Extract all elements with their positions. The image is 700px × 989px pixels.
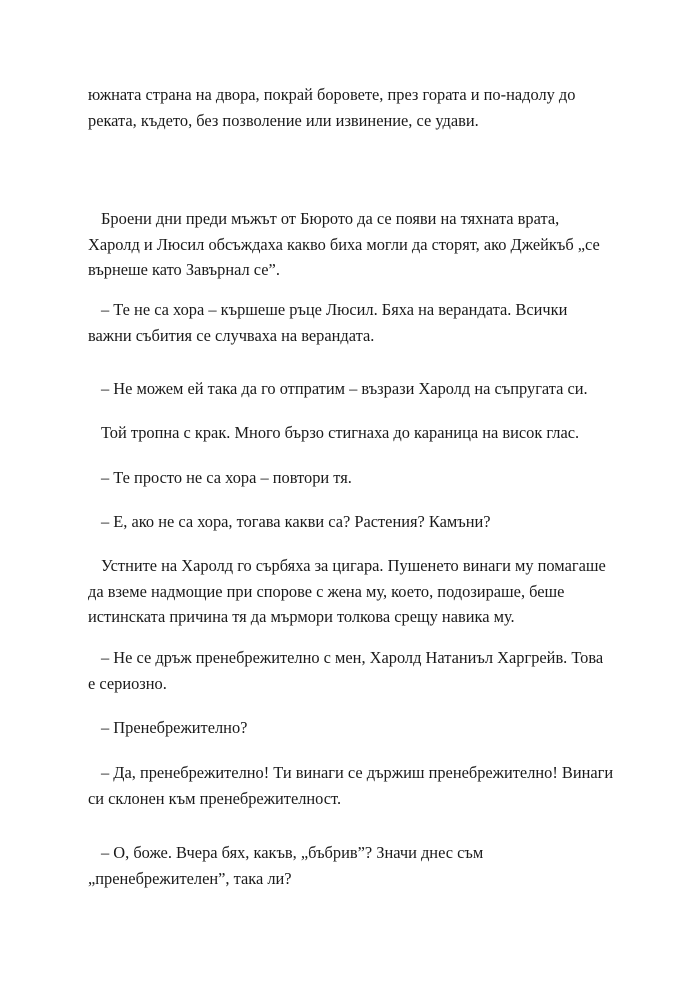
text-line: Харолд и Люсил обсъждаха какво биха могли да сторят, ако Джейкъб „се (88, 234, 600, 254)
text-line: – Да, пренебрежително! Ти винаги се държиш пренебрежително! Винаги (101, 763, 614, 782)
paragraph-11 (88, 760, 628, 811)
text-line: Устните на Харолд го сърбяха за цигара. Пушенето винаги му помагаше (101, 556, 606, 575)
paragraph-10 (88, 715, 628, 741)
text-line: – Не можем ей така да го отпратим – възрази Харолд на съпругата си. (101, 379, 588, 398)
text-line: – Не се дръж пренебрежително с мен, Харолд Натаниъл Харгрейв. Това (101, 648, 604, 667)
paragraph-5 (88, 420, 628, 446)
paragraph-7 (88, 509, 628, 535)
paragraph-6 (88, 465, 628, 491)
text-line: е сериозно. (88, 673, 167, 693)
text-line: Той тропна с крак. Много бързо стигнаха до караница на висок глас. (101, 423, 580, 442)
text-line: – Пренебрежително? (101, 718, 248, 737)
paragraph-9 (88, 645, 628, 696)
text-line: – Те не са хора – кършеше ръце Люсил. Бяха на верандата. Всички (101, 300, 568, 319)
text-line: – Те просто не са хора – повтори тя. (101, 468, 352, 487)
paragraph-3 (88, 297, 628, 348)
text-line: върнеше като Завърнал се”. (88, 260, 280, 279)
paragraph-4 (88, 376, 628, 402)
text-line: важни събития се случваха на верандата. (88, 325, 375, 345)
text-line: южната страна на двора, покрай боровете, през гората и по-надолу до (88, 85, 576, 104)
text-line: „пренебрежителен”, така ли? (88, 868, 292, 888)
paragraph-1 (88, 82, 628, 133)
paragraph-12 (88, 840, 628, 891)
text-line: да вземе надмощие при спорове с жена му, което, подозираше, беше (88, 581, 565, 601)
text-line: си склонен към пренебрежителност. (88, 788, 342, 808)
text-line: – Е, ако не са хора, тогава какви са? Растения? Камъни? (101, 512, 491, 531)
text-line: истинската причина тя да мърмори толкова срещу навика му. (88, 607, 515, 626)
text-line: – О, боже. Вчера бях, какъв, „бъбрив”? Значи днес съм (101, 843, 484, 862)
paragraph-8 (88, 553, 628, 630)
paragraph-2 (88, 206, 628, 283)
text-line: Броени дни преди мъжът от Бюрото да се появи на тяхната врата, (101, 209, 560, 228)
text-line: реката, където, без позволение или извинение, се удави. (88, 110, 479, 130)
